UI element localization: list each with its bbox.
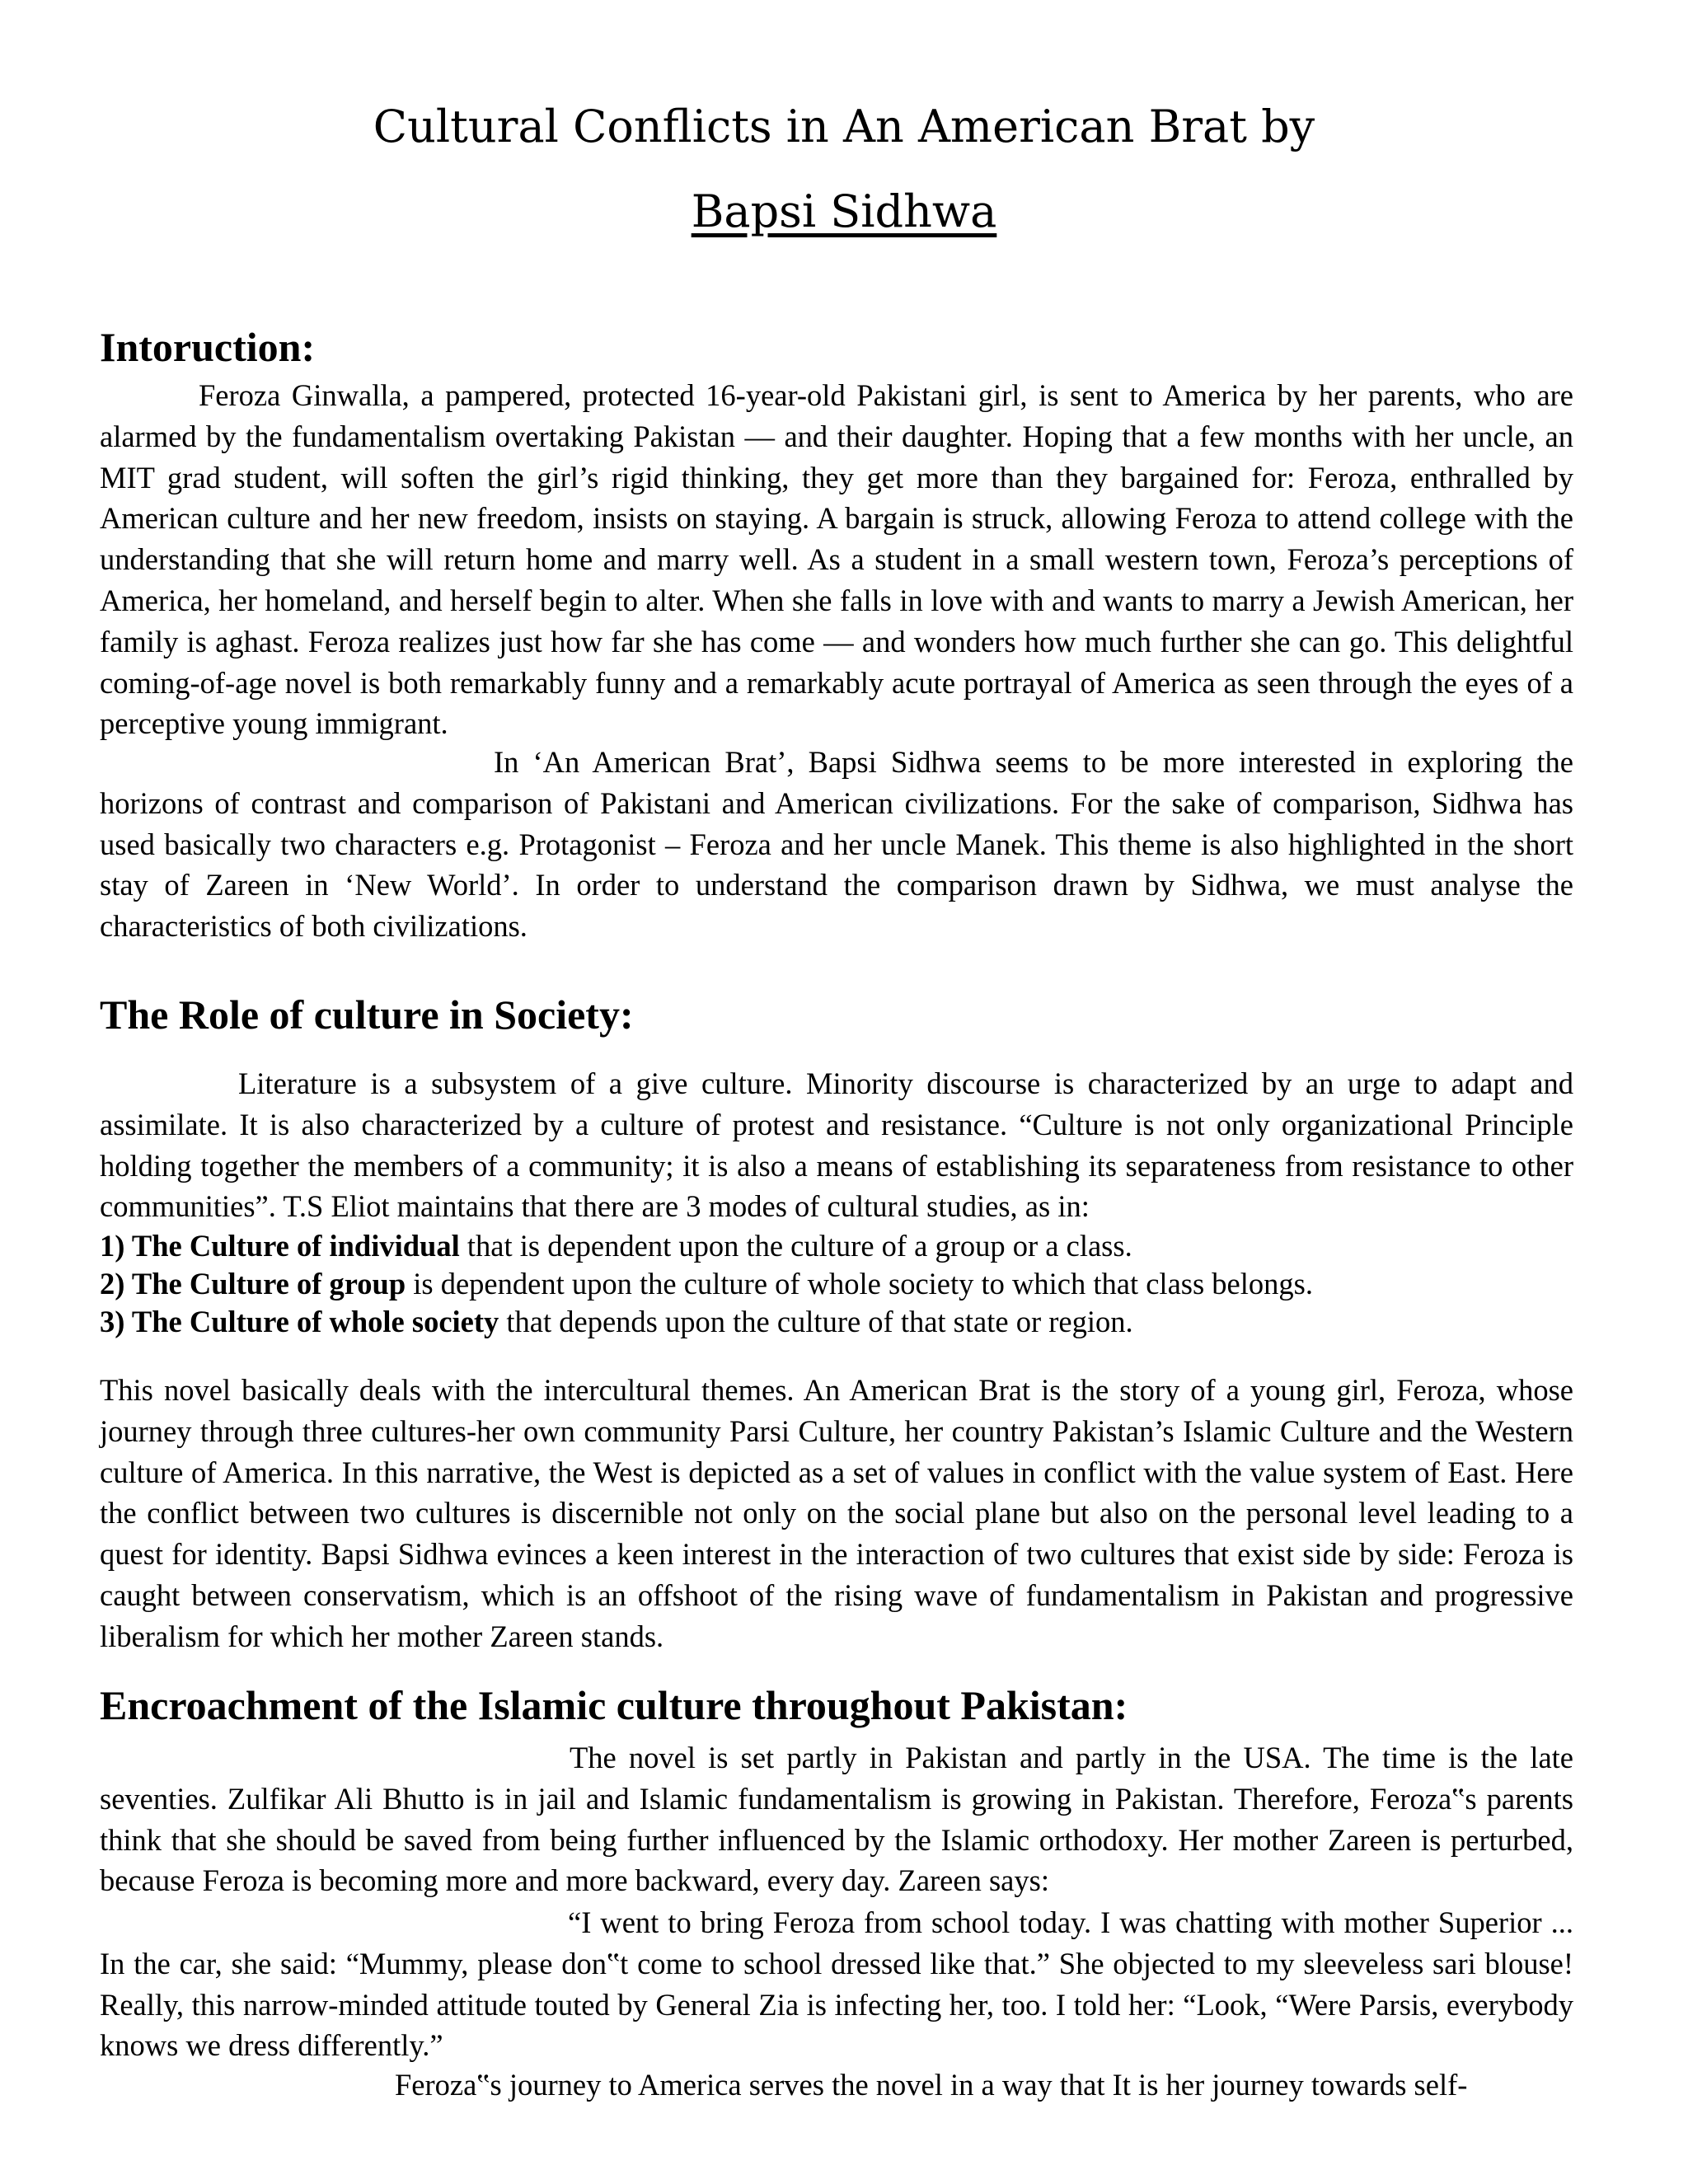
encroachment-quote: “I went to bring Feroza from school today. I was chatting with mother Superior ... In the car, she said: “Mummy, please don‟t come to school dressed like that.” She objected to my sleeveless sari blouse! Really, this narrow-minded attitude touted by General Zia is infecting her, too. I told her: “Look, “Were Parsis, everybody knows we dress differently.”: [100, 1905, 1573, 2063]
encroachment-paragraph-2: Feroza‟s journey to America serves the novel in a way that It is her journey towards self-: [395, 2068, 1468, 2102]
role-paragraph-1: Literature is a subsystem of a give culture. Minority discourse is characterized by an urge to adapt and assimilate. It is also characterized by a culture of protest and resistance. “Culture is not only organizational Principle holding together the members of a community; it is also a means of establishing its separateness from resistance to other communities”. T.S Eliot maintains that there are 3 modes of cultural studies, as in:: [100, 1066, 1573, 1224]
list-item: [100, 1227, 1573, 1265]
section-heading-role-of-culture: The Role of culture in Society:: [100, 991, 634, 1038]
list-item-text: is dependent upon the culture of whole society to which that class belongs.: [406, 1267, 1313, 1301]
list-item-text: that is dependent upon the culture of a group or a class.: [459, 1229, 1132, 1263]
list-item: [100, 1265, 1573, 1303]
culture-modes-list: [100, 1227, 1573, 1341]
list-item-text: that depends upon the culture of that state or region.: [499, 1305, 1133, 1338]
document-title: Cultural Conflicts in An American Brat by: [373, 101, 1315, 152]
intro-paragraph-2: In ‘An American Brat’, Bapsi Sidhwa seems to be more interested in exploring the horizons of contrast and comparison of Pakistani and American civilizations. For the sake of comparison, Sidhwa has used basically two characters e.g. Protagonist – Feroza and her uncle Manek. This theme is also highlighted in the short stay of Zareen in ‘New World’. In order to understand the comparison drawn by Sidhwa, we must analyse the characteristics of both civilizations.: [100, 745, 1573, 944]
encroachment-paragraph-1: The novel is set partly in Pakistan and partly in the USA. The time is the late seventies. Zulfikar Ali Bhutto is in jail and Islamic fundamentalism is growing in Pakistan. Therefore, Feroza‟s parents think that she should be saved from being further influenced by the Islamic orthodoxy. Her mother Zareen is perturbed, because Feroza is becoming more and more backward, every day. Zareen says:: [100, 1741, 1573, 1898]
section-heading-encroachment: Encroachment of the Islamic culture throughout Pakistan:: [100, 1682, 1128, 1728]
list-item-title: 2) The Culture of group: [100, 1267, 406, 1301]
intro-paragraph-1: Feroza Ginwalla, a pampered, protected 16-year-old Pakistani girl, is sent to America by her parents, who are alarmed by the fundamentalism overtaking Pakistan — and their daughter. Hoping that a few months with her uncle, an MIT grad student, will soften the girl’s rigid thinking, they get more than they bargained for: Feroza, enthralled by American culture and her new freedom, insists on staying. A bargain is struck, allowing Feroza to attend college with the understanding that she will return home and marry well. As a student in a small western town, Feroza’s perceptions of America, her homeland, and herself begin to alter. When she falls in love with and wants to marry a Jewish American, her family is aghast. Feroza realizes just how far she has come — and wonders how much further she can go. This delightful coming-of-age novel is both remarkably funny and a remarkably acute portrayal of America as seen through the eyes of a perceptive young immigrant.: [100, 378, 1573, 741]
section-heading-introduction: Intoruction:: [100, 324, 316, 370]
list-item-title: 1) The Culture of individual: [100, 1229, 460, 1263]
list-item: [100, 1303, 1573, 1341]
role-paragraph-2: This novel basically deals with the intercultural themes. An American Brat is the story of a young girl, Feroza, whose journey through three cultures-her own community Parsi Culture, her country Pakistan’s Islamic Culture and the Western culture of America. In this narrative, the West is depicted as a set of values in conflict with the value system of East. Here the conflict between two cultures is discernible not only on the social plane but also on the personal level leading to a quest for identity. Bapsi Sidhwa evinces a keen interest in the interaction of two cultures that exist side by side: Feroza is caught between conservatism, which is an offshoot of the rising wave of fundamentalism in Pakistan and progressive liberalism for which her mother Zareen stands.: [100, 1373, 1573, 1653]
list-item-title: 3) The Culture of whole society: [100, 1305, 499, 1338]
document-author: Bapsi Sidhwa: [691, 185, 997, 237]
